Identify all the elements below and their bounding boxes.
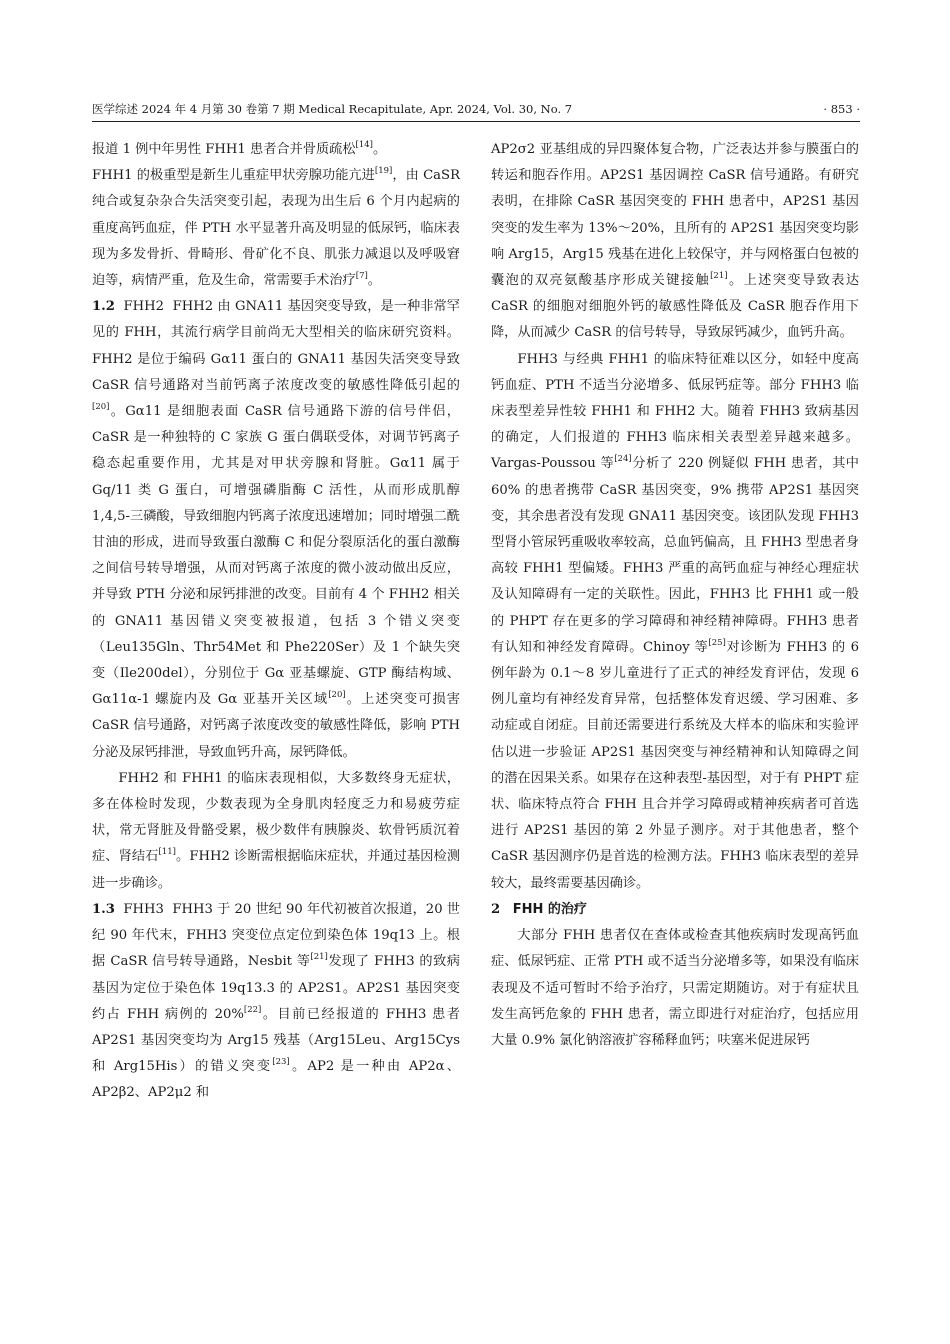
paragraph-fhh1-severe: FHH1 的极重型是新生儿重症甲状旁腺功能亢进[19]，由 CaSR 纯合或复杂杂合失活突变引起，表现为出生后 6 个月内起病的重度高钙血症，伴 PTH 水平显著升高及明显的低尿钙，临床表现为多发骨折、骨畸形、骨矿化不良、肌张力减退以及呼吸窘迫等，病情严重，危及生命，常需要手术治疗[7]。 <box>92 166 461 289</box>
journal-citation: 医学综述 2024 年 4 月第 30 卷第 7 期 Medical Recapitulate, Apr. 2024, Vol. 30, No. 7 <box>92 102 573 116</box>
section-number: 1.2 <box>92 299 115 315</box>
citation: [14] <box>355 140 373 150</box>
citation: [21] <box>710 271 728 282</box>
citation: [11] <box>158 847 176 858</box>
paragraph-fhh3-clinical: FHH3 与经典 FHH1 的临床特征难以区分，如轻中度高钙血症、PTH 不适当分泌增多、低尿钙症等。部分 FHH3 临床表型差异性较 FHH1 和 FHH2 大。随着 FHH3 致病基因的确定，人们报道的 FHH3 临床相关表型差异越来越多。Vargas-Poussou 等[24]分析了 220 例疑似 FHH 患者，其中 60% 的患者携带 CaSR 基因突变，9% 携带 AP2S1 基因突变，其余患者没有发现 GNA11 基因突变。该团队发现 FHH3 型肾小管尿钙重吸收率较高，总血钙偏高，且 FHH3 型患者身高较 FHH1 型偏矮。FHH3 严重的高钙血症与神经心理症状及认知障碍有一定的关联性。因此，FHH3 比 FHH1 或一般的 PHPT 存在更多的学习障碍和神经精神障碍。FHH3 患者有认知和神经发育障碍。Chinoy 等[25]对诊断为 FHH3 的 6 例年龄为 0.1～8 岁儿童进行了正式的神经发育评估，发现 6 例儿童均有神经发育异常，包括整体发育迟缓、学习困难、多动症或自闭症。目前还需要进行系统及大样本的临床和实验评估以进一步验证 AP2S1 基因突变与神经精神和认知障碍之间的潜在因果关系。如果存在这种表型-基因型，对于有 PHPT 症状、临床特点符合 FHH 且合并学习障碍或精神疾病者可首选进行 AP2S1 基因的第 2 外显子测序。对于其他患者，整个 CaSR 基因测序仍是首选的检测方法。FHH3 临床表型的差异较大，最终需要基因确诊。 <box>491 351 859 891</box>
section-1-2-fhh2: 1.2 FHH2 FHH2 由 GNA11 基因突变导致，是一种非常罕见的 FHH，其流行病学目前尚无大型相关的临床研究资料。FHH2 是位于编码 Gα11 蛋白的 GNA11 基因失活突变导致 CaSR 信号通路对当前钙离子浓度改变的敏感性降低引起的[20]。Gα11 是细胞表面 CaSR 信号通路下游的信号伴侣，CaSR 是一种独特的 C 家族 G 蛋白偶联受体，对调节钙离子稳态起重要作用，尤其是对甲状旁腺和肾脏。Gα11 属于 Gq/11 类 G 蛋白，可增强磷脂酶 C 活性，从而形成肌醇 1,4,5-三磷酸，导致细胞内钙离子浓度迅速增加；同时增强二酰甘油的形成，进而导致蛋白激酶 C 和促分裂原活化的蛋白激酶之间信号转导增强，从而对钙离子浓度的微小波动做出反应，并导致 PTH 分泌和尿钙排泄的改变。目前有 4 个 FHH2 相关的 GNA11 基因错义突变被报道，包括 3 个错义突变（Leu135Gln、Thr54Met 和 Phe220Ser）及 1 个缺失突变（Ile200del），分别位于 Gα 亚基螺旋、GTP 酶结构域、Gα11α-1 螺旋内及 Gα 亚基开关区域[20]。上述突变可损害 CaSR 信号通路，对钙离子浓度改变的敏感性降低，影响 PTH 分泌及尿钙排泄，导致血钙升高，尿钙降低。 <box>92 299 460 760</box>
paragraph-fhh1-osteoporosis: 报道 1 例中年男性 FHH1 患者合并骨质疏松[14]。 <box>92 140 387 157</box>
section-number: 2 <box>491 901 501 917</box>
section-1-3-fhh3: 1.3 FHH3 FHH3 于 20 世纪 90 年代初被首次报道，20 世纪 90 年代末，FHH3 突变位点定位到染色体 19q13 上。根据 CaSR 信号转导通路，Nesbit 等[21]发现了 FHH3 的致病基因为定位于染色体 19q13.3 的 AP2S1。AP2S1 基因突变约占 FHH 病例的 20%[22]。目前已经报道的 FHH3 患者 AP2S1 基因突变均为 Arg15 残基（Arg15Leu、Arg15Cys 和 Arg15His）的错义突变[23]。AP2 是一种由 AP2α、AP2β2、AP2μ2 和 <box>92 901 460 1101</box>
left-column <box>92 137 460 1107</box>
page-number: · 853 · <box>823 102 860 116</box>
header-rule <box>92 121 860 122</box>
section-number: 1.3 <box>92 901 115 917</box>
citation: [7] <box>355 271 368 282</box>
citation: [20] <box>328 690 346 701</box>
citation: [19] <box>374 166 393 177</box>
paragraph-fhh2-clinical: FHH2 和 FHH1 的临床表现相似，大多数终身无症状，多在体检时发现，少数表现为全身肌肉轻度乏力和易疲劳症状，常无肾脏及骨骼受累，极少数伴有胰腺炎、软骨钙质沉着症、肾结石[11]。FHH2 诊断需根据临床症状，并通过基因检测进一步确诊。 <box>92 770 461 891</box>
citation: [25] <box>708 637 726 648</box>
section-title: FHH 的治疗 <box>512 901 587 917</box>
citation: [21] <box>310 952 328 963</box>
paragraph-treatment: 大部分 FHH 患者仅在查体或检查其他疾病时发现高钙血症、低尿钙症、正常 PTH 或不适当分泌增多等，如果没有临床表现及不适可暂时不给予治疗，只需定期随访。对于有症状且发生高钙危象的 FHH 患者，需立即进行对症治疗，包括应用大量 0.9% 氯化钠溶液扩容稀释血钙；呋塞米促进尿钙 <box>491 928 859 1048</box>
running-header <box>92 100 860 118</box>
citation: [20] <box>92 402 110 413</box>
section-2-heading <box>491 897 859 923</box>
citation: [22] <box>243 1004 262 1015</box>
citation: [23] <box>272 1057 290 1068</box>
citation: [24] <box>614 454 632 465</box>
section-title: FHH3 <box>123 901 164 917</box>
right-column <box>491 137 859 1054</box>
paragraph-ap2-continued: AP2σ2 亚基组成的异四聚体复合物，广泛表达并参与膜蛋白的转运和胞吞作用。AP2S1 基因调控 CaSR 信号通路。有研究表明，在排除 CaSR 基因突变的 FHH 患者中，AP2S1 基因突变的发生率为 13%～20%，且所有的 AP2S1 基因突变均影响 Arg15，Arg15 残基在进化上较保守，并与网格蛋白包被的囊泡的双亮氨酸基序形成关键接触[21]。上述突变导致表达 CaSR 的细胞对细胞外钙的敏感性降低及 CaSR 胞吞作用下降，从而减少 CaSR 的信号转导，导致尿钙减少，血钙升高。 <box>491 142 860 341</box>
section-title: FHH2 <box>123 299 165 315</box>
